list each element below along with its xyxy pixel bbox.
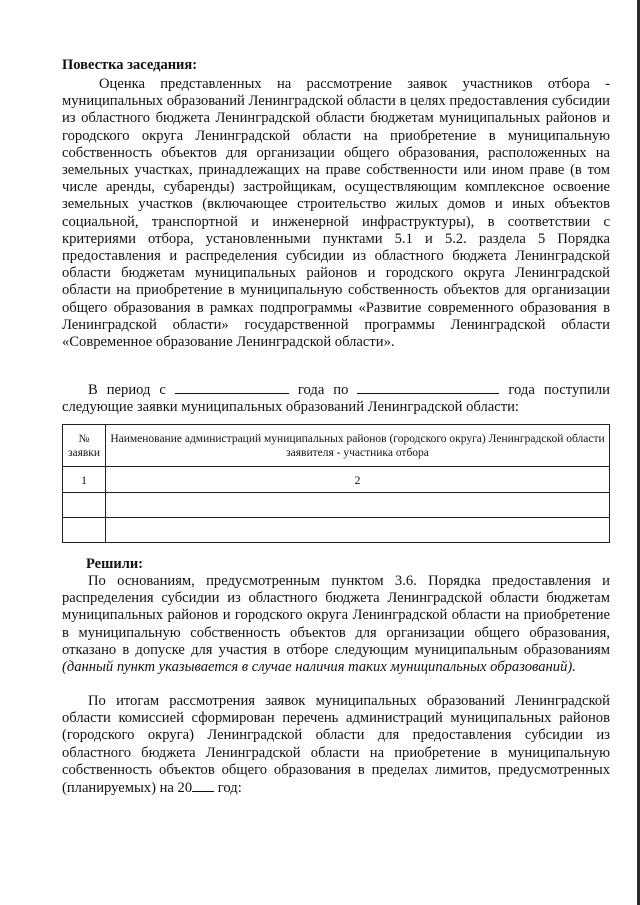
- table-cell: [63, 518, 106, 543]
- table-row: [63, 518, 610, 543]
- applications-table: [62, 424, 610, 543]
- table-column-numbers-row: [63, 467, 610, 493]
- grounds-paragraph: [62, 573, 610, 676]
- date-from-blank: [175, 381, 289, 394]
- table-cell: [106, 518, 610, 543]
- results-paragraph: [62, 693, 610, 797]
- period-paragraph: [62, 381, 610, 416]
- column-number-2: 2: [106, 467, 610, 493]
- agenda-paragraph: Оценка представленных на рассмотрение заявок участников отбора - муниципальных образований Ленинградской области в целях предоставления субсидии из областного бюджета Ленинградской области бюджетам муниципальных районов и городского округа Ленинградской области на приобретение в муниципальную собственность объектов для организации общего образования, расположенных на земельных участках, принадлежащих на праве собственности или ином праве (в том числе аренды, субаренды) застройщикам, осуществляющим комплексное освоение земельных участков (включающее строительство жилых домов и иных объектов социальной, транспортной и инженерной инфраструктуры), в соответствии с критериями отбора, установленными пунктами 5.1 и 5.2. раздела 5 Порядка предоставления и распределения субсидии из областного бюджета Ленинградской области бюджетам муниципальных районов и городского округа Ленинградской области на приобретение в муниципальную собственность объектов для организации общего образования в рамках подпрограммы «Развитие современного образования в Ленинградской области» государственной программы Ленинградской области «Современное образование Ленинградской области».: [62, 76, 610, 351]
- results-end: год:: [217, 780, 242, 797]
- col-administration-name-header: Наименование администраций муниципальных районов (городского округа) Ленинградской области заявителя - участника отбора: [106, 425, 610, 467]
- decided-title: Решили:: [86, 556, 144, 572]
- table-header-row: [63, 425, 610, 467]
- period-text-start: В период с: [88, 382, 166, 398]
- date-to-blank: [357, 381, 499, 394]
- period-text-end: года поступили следующие заявки муниципальных образований Ленинградской области:: [62, 382, 610, 416]
- agenda-title: Повестка заседания:: [62, 57, 198, 73]
- results-text: По итогам рассмотрения заявок муниципальных образований Ленинградской области комиссией сформирован перечень администраций муниципальных районов (городского округа) Ленинградской области для предоставления субсидии из областного бюджета Ленинградской области на приобретение в муниципальную собственность объектов общего образования в пределах лимитов, предусмотренных (планируемых) на 20: [62, 693, 610, 797]
- period-text-middle: года по: [297, 382, 349, 398]
- table-cell: [63, 493, 106, 518]
- grounds-note: (данный пункт указывается в случае наличия таких муниципальных образований).: [62, 659, 576, 676]
- table-cell: [106, 493, 610, 518]
- grounds-text: По основаниям, предусмотренным пунктом 3.6. Порядка предоставления и распределения субсидии из областного бюджета Ленинградской области бюджетам муниципальных районов и городского округа Ленинградской области на приобретение в муниципальную собственность объектов для организации общего образования, отказано в допуске для участия в отборе следующим муниципальным образованиям: [62, 573, 610, 658]
- year-blank: [192, 779, 214, 792]
- col-application-number-header: № заявки: [63, 425, 106, 467]
- table-row: [63, 493, 610, 518]
- column-number-1: 1: [63, 467, 106, 493]
